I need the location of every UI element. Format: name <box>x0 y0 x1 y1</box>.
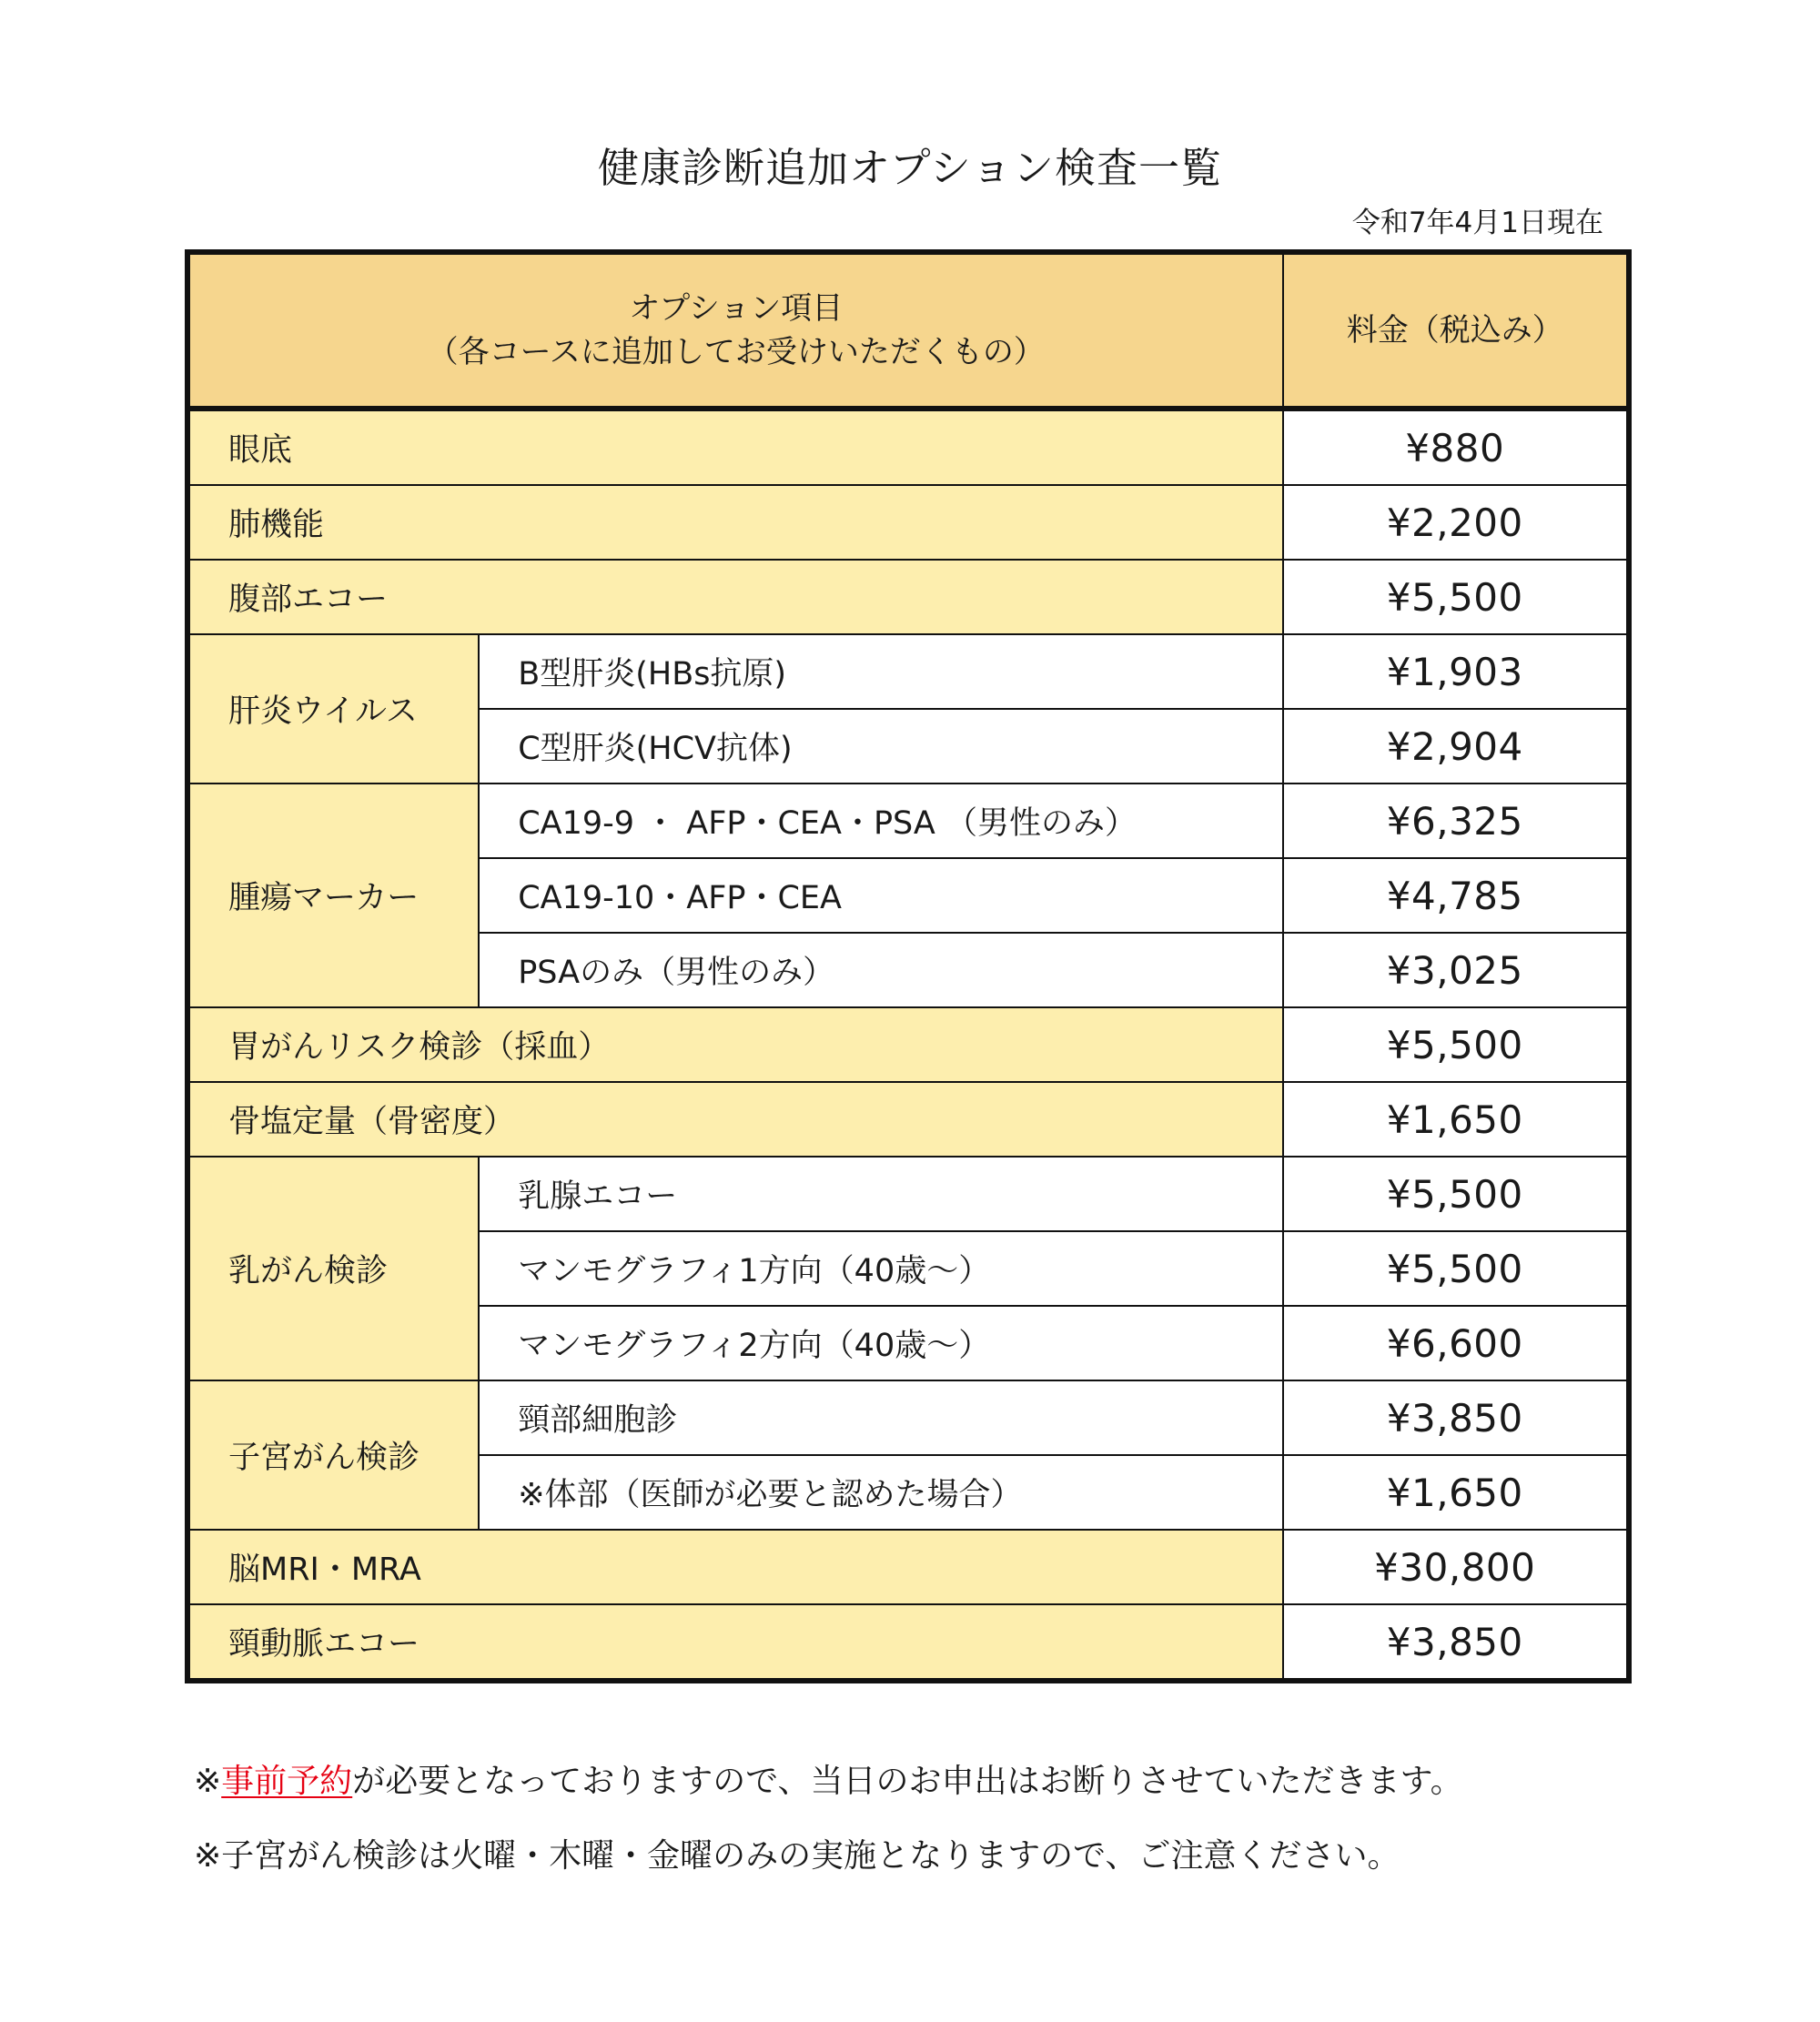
row-price: ¥3,850 <box>1283 1380 1629 1455</box>
header-option-item-line2: （各コースに追加してお受けいただくもの） <box>427 334 1045 370</box>
note-reservation <box>194 1761 1463 1803</box>
table-row <box>187 634 1629 709</box>
reservation-emphasis: 事前予約 <box>221 1763 353 1800</box>
row-sub-item: CA19-10・AFP・CEA <box>479 858 1282 933</box>
row-sub-item: PSAのみ（男性のみ） <box>479 933 1282 1007</box>
row-sub-item: 頸部細胞診 <box>479 1380 1282 1455</box>
table-row <box>187 1604 1629 1681</box>
notes-section <box>194 1761 1463 1910</box>
row-category: 乳がん検診 <box>187 1157 479 1380</box>
table-row <box>187 784 1629 858</box>
table-row <box>187 409 1629 485</box>
row-sub-item: B型肝炎(HBs抗原) <box>479 634 1282 709</box>
row-price: ¥6,325 <box>1283 784 1629 858</box>
row-category: 骨塩定量（骨密度） <box>187 1082 1283 1157</box>
row-category: 子宮がん検診 <box>187 1380 479 1530</box>
table-row <box>187 1082 1629 1157</box>
table-row <box>187 1007 1629 1082</box>
table-row <box>187 1157 1629 1231</box>
table-header-row <box>187 252 1629 409</box>
row-price: ¥3,850 <box>1283 1604 1629 1681</box>
row-sub-item: 乳腺エコー <box>479 1157 1282 1231</box>
row-category: 肝炎ウイルス <box>187 634 479 784</box>
row-sub-item: C型肝炎(HCV抗体) <box>479 709 1282 784</box>
header-option-item <box>187 252 1283 409</box>
row-category: 腹部エコー <box>187 560 1283 634</box>
table-row <box>187 1380 1629 1455</box>
row-price: ¥1,650 <box>1283 1455 1629 1530</box>
row-price: ¥4,785 <box>1283 858 1629 933</box>
header-option-item-line1: オプション項目 <box>629 290 844 327</box>
row-category: 頸動脈エコー <box>187 1604 1283 1681</box>
row-sub-item: ※体部（医師が必要と認めた場合） <box>479 1455 1282 1530</box>
row-price: ¥5,500 <box>1283 1157 1629 1231</box>
row-sub-item: マンモグラフィ2方向（40歳～） <box>479 1306 1282 1380</box>
note-prefix: ※ <box>194 1763 222 1800</box>
row-price: ¥6,600 <box>1283 1306 1629 1380</box>
table-row <box>187 560 1629 634</box>
row-price: ¥5,500 <box>1283 1007 1629 1082</box>
note-uterine-schedule: ※子宮がん検診は火曜・木曜・金曜のみの実施となりますので、ご注意ください。 <box>194 1837 1400 1875</box>
row-category: 胃がんリスク検診（採血） <box>187 1007 1283 1082</box>
row-price: ¥5,500 <box>1283 560 1629 634</box>
row-price: ¥3,025 <box>1283 933 1629 1007</box>
row-category: 肺機能 <box>187 485 1283 560</box>
row-price: ¥880 <box>1283 409 1629 485</box>
page-title: 健康診断追加オプション検査一覧 <box>598 144 1222 192</box>
row-price: ¥1,650 <box>1283 1082 1629 1157</box>
row-category: 腫瘍マーカー <box>187 784 479 1007</box>
row-sub-item: マンモグラフィ1方向（40歳～） <box>479 1231 1282 1306</box>
table-row <box>187 1530 1629 1604</box>
row-sub-item: CA19-9 ・ AFP・CEA・PSA （男性のみ） <box>479 784 1282 858</box>
row-price: ¥1,903 <box>1283 634 1629 709</box>
note-body: が必要となっておりますので、当日のお申出はお断りさせていただきます。 <box>352 1763 1463 1800</box>
as-of-date: 令和7年4月1日現在 <box>1351 207 1603 239</box>
header-price: 料金（税込み） <box>1283 252 1629 409</box>
row-price: ¥2,904 <box>1283 709 1629 784</box>
row-category: 脳MRI・MRA <box>187 1530 1283 1604</box>
table-row <box>187 485 1629 560</box>
option-price-table <box>185 249 1632 1683</box>
row-price: ¥30,800 <box>1283 1530 1629 1604</box>
row-price: ¥2,200 <box>1283 485 1629 560</box>
row-price: ¥5,500 <box>1283 1231 1629 1306</box>
row-category: 眼底 <box>187 409 1283 485</box>
